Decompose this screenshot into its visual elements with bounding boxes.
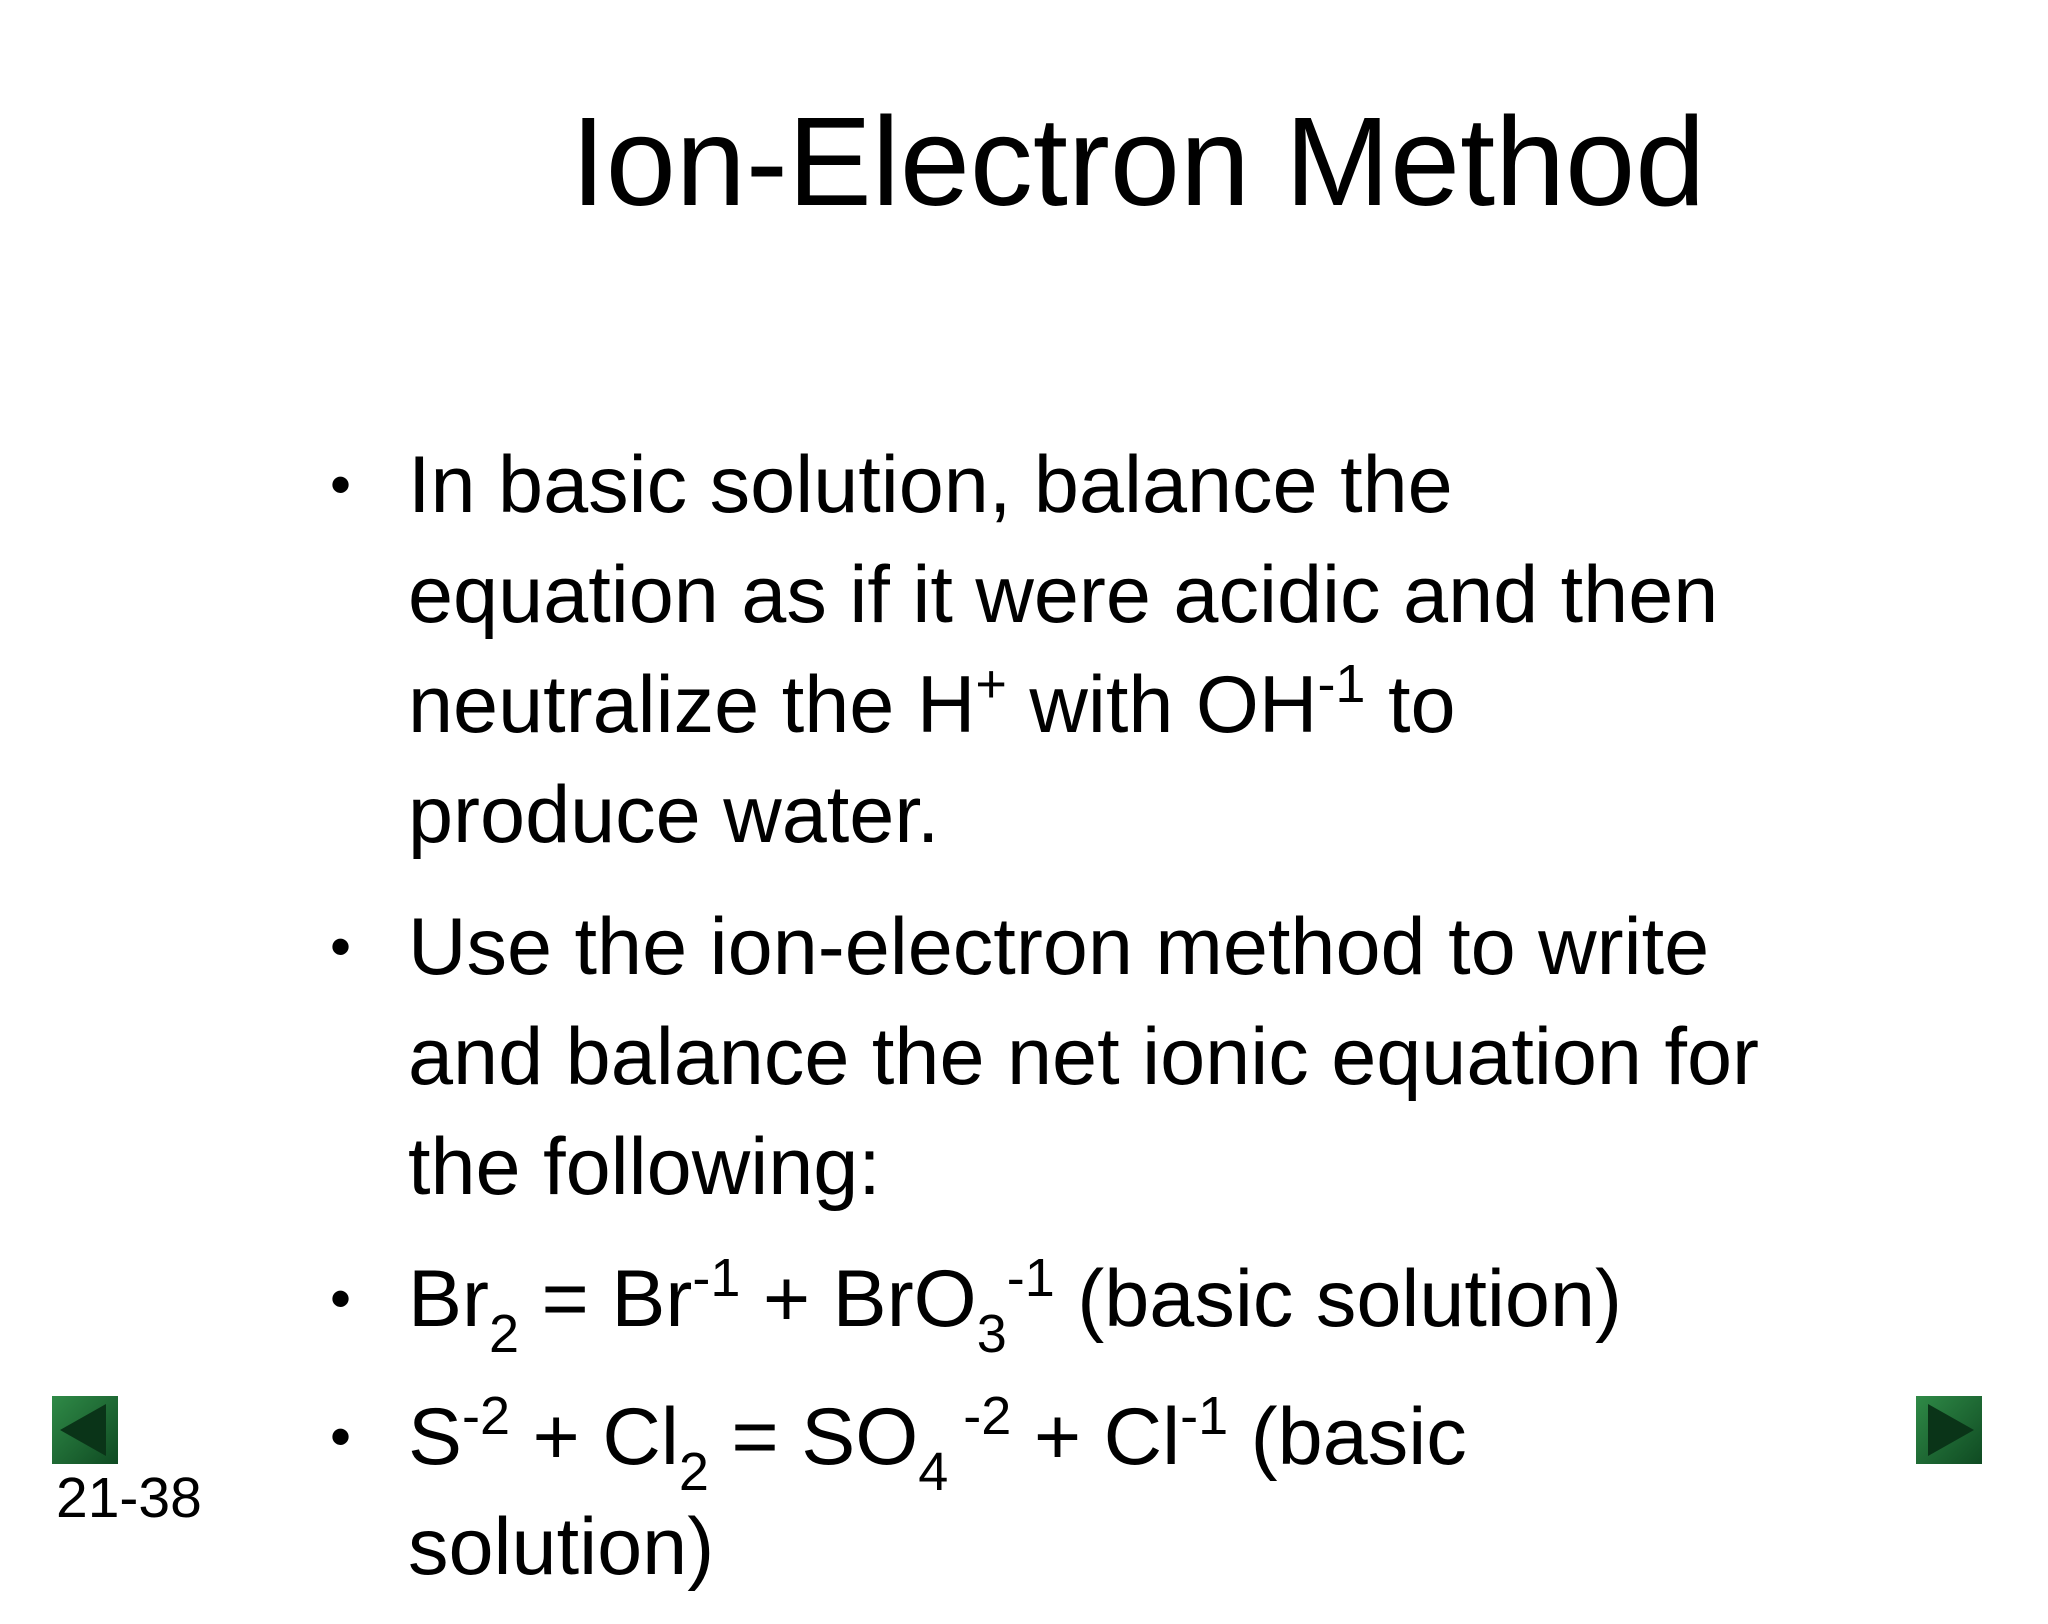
bullet-item-equation-sulfide [330,1382,1970,1602]
text: solution) [408,1502,715,1592]
text: In basic solution, balance the [408,440,1453,530]
bullet-icon: • [330,451,352,518]
superscript: -1 [692,1248,741,1308]
slide-number: 21-38 [56,1466,202,1530]
text: equation as if it were acidic and then [408,550,1719,640]
triangle-right-icon [1916,1396,1982,1464]
bullet-item-equation-bromine [330,1244,1970,1364]
triangle-left-icon [52,1396,118,1464]
bullet-line [408,760,1970,870]
text: to [1365,660,1456,750]
bullet-line [408,1002,1970,1112]
text: produce water. [408,770,940,860]
superscript: -1 [1317,654,1366,714]
text: (basic [1228,1392,1467,1482]
bullet-line [408,430,1970,540]
text: and balance the net ionic equation for [408,1012,1760,1102]
text: + Cl [1011,1392,1181,1482]
bullet-line [408,1112,1970,1222]
bullet-line [408,650,1970,760]
previous-slide-button[interactable] [52,1396,118,1464]
text: with OH [1006,660,1318,750]
equation-line [408,1382,1970,1502]
subscript: 3 [976,1304,1007,1364]
bullet-item-basic-solution [330,430,1970,870]
bullet-item-instruction [330,892,1970,1222]
bullet-icon: • [330,1265,352,1332]
bullet-icon: • [330,913,352,980]
superscript: + [975,654,1007,714]
subscript: 2 [489,1304,520,1364]
text: = Br [519,1254,693,1344]
text: = SO [708,1392,919,1482]
equation-line [408,1244,1970,1364]
superscript: -2 [462,1386,511,1446]
text: the following: [408,1122,881,1212]
bullet-line [408,892,1970,1002]
text: neutralize the H [408,660,976,750]
text: Use the ion-electron method to write [408,902,1710,992]
bullet-list [330,430,1970,1624]
text: + BrO [740,1254,977,1344]
slide-title: Ion-Electron Method [570,91,1706,232]
superscript: -1 [1006,1248,1055,1308]
subscript: 4 [918,1442,949,1502]
text: + Cl [510,1392,679,1482]
text: (basic solution) [1054,1254,1623,1344]
superscript: -2 [948,1386,1012,1446]
bullet-line [408,540,1970,650]
subscript: 2 [678,1442,709,1502]
text: S [408,1392,463,1482]
superscript: -1 [1180,1386,1229,1446]
text: Br [408,1254,489,1344]
next-slide-button[interactable] [1916,1396,1982,1464]
bullet-icon: • [330,1403,352,1470]
equation-line [408,1492,1970,1602]
